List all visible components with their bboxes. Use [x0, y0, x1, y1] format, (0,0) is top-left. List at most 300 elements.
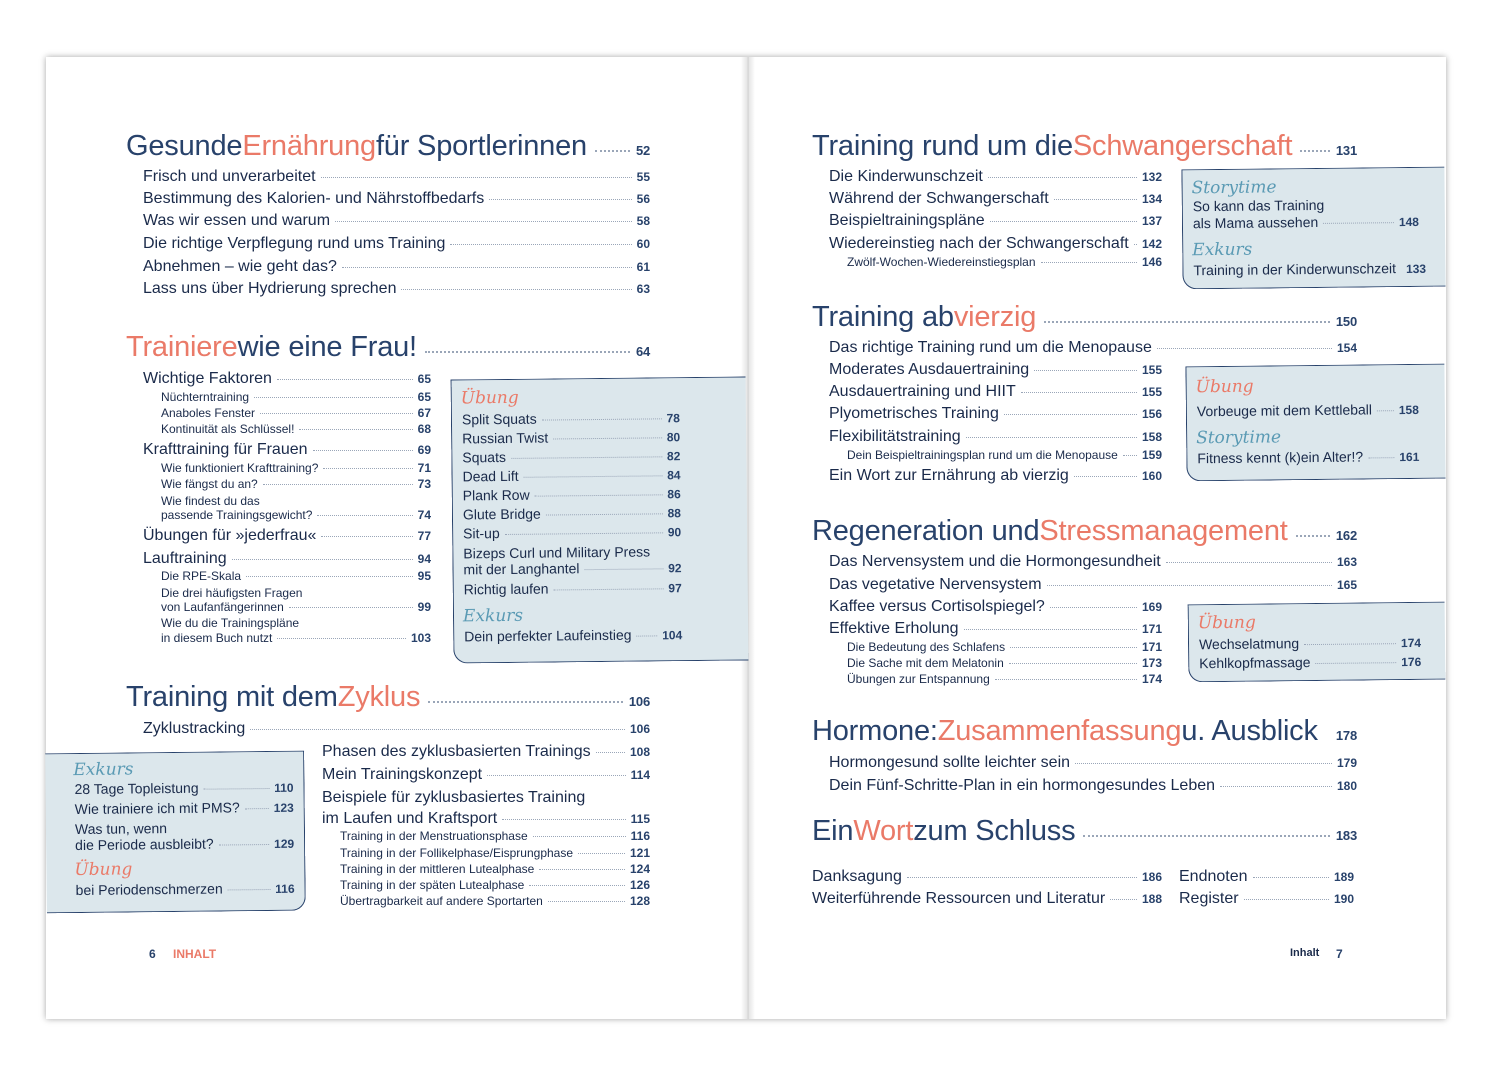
entry-title: Kaffee versus Cortisolspiegel?: [829, 598, 1045, 615]
toc-entry[interactable]: [829, 598, 1162, 616]
toc-entry[interactable]: [829, 576, 1357, 594]
page-number: 52: [635, 143, 650, 158]
page-number: 158: [1398, 402, 1419, 418]
heading-part: für Sportlerinnen: [375, 130, 587, 162]
toc-entry[interactable]: [322, 810, 650, 828]
leader-dots: [524, 475, 663, 477]
entry-title: Training in der mittleren Lutealphase: [340, 862, 535, 876]
toc-entry[interactable]: [143, 212, 650, 230]
toc-entry[interactable]: [322, 766, 650, 784]
box-entry[interactable]: [1199, 653, 1421, 671]
toc-entry[interactable]: [812, 868, 1162, 886]
page-number: 95: [417, 569, 431, 583]
page-number: 68: [417, 422, 431, 436]
leader-dots: [289, 607, 413, 608]
toc-entry[interactable]: [829, 467, 1162, 485]
leader-dots: [232, 559, 413, 560]
uebung-box: [1188, 602, 1446, 683]
toc-entry[interactable]: [143, 370, 431, 388]
page-number: 162: [1335, 528, 1357, 543]
exkurs-box: [45, 751, 306, 914]
box-entry[interactable]: [464, 626, 682, 644]
entry-title: Die RPE-Skala: [161, 569, 242, 583]
toc-entry[interactable]: [829, 235, 1162, 253]
page-number: 65: [417, 372, 431, 386]
leader-dots: [317, 515, 412, 516]
entry-title: Register: [1179, 890, 1239, 907]
toc-entry[interactable]: [1179, 868, 1354, 886]
page-number: 188: [1141, 892, 1162, 906]
entry-title: mit der Langhantel: [463, 560, 580, 578]
page-number: 97: [668, 581, 682, 596]
toc-entry[interactable]: [143, 235, 650, 253]
running-footer: INHALT: [173, 947, 217, 961]
entry-title: Abnehmen – wie geht das?: [143, 258, 337, 275]
entry-title: 28 Tage Topleistung: [74, 779, 199, 798]
leader-dots: [990, 221, 1137, 222]
leader-dots: [1244, 899, 1329, 900]
chapter-heading-vierzig[interactable]: [812, 301, 1357, 334]
page-number: 84: [667, 468, 681, 483]
entry-title: Lauftraining: [143, 550, 227, 567]
page-number: 71: [417, 461, 431, 475]
box-entry-line1: So kann das Training: [1192, 196, 1325, 215]
leader-dots: [1110, 899, 1137, 900]
entry-title: Training in der Menstruationsphase: [340, 829, 528, 843]
leader-dots: [1054, 199, 1137, 200]
leader-dots: [250, 729, 625, 730]
toc-entry[interactable]: [143, 720, 650, 738]
entry-title: Glute Bridge: [462, 505, 541, 523]
entry-title: Dein perfekter Laufeinstieg: [464, 626, 632, 645]
entry-title: Mein Trainingskonzept: [322, 766, 483, 783]
entry-title: Training in der späten Lutealphase: [340, 878, 525, 892]
page-number: 134: [1141, 192, 1162, 206]
uebung-box: [1185, 364, 1445, 482]
heading-part: Training ab: [812, 301, 954, 333]
page-number: 90: [667, 525, 682, 540]
page-number: 180: [1336, 779, 1357, 793]
box-entry[interactable]: [463, 559, 681, 577]
leader-dots: [502, 819, 625, 820]
leader-dots: [988, 177, 1137, 178]
leader-dots: [1004, 414, 1137, 415]
page-number-footer: 7: [1336, 947, 1343, 961]
page-number: 146: [1141, 255, 1162, 269]
page-number: 165: [1336, 578, 1357, 592]
leader-dots: [204, 788, 270, 790]
entry-title: Die Sache mit dem Melatonin: [847, 656, 1004, 670]
box-entry[interactable]: [1193, 260, 1427, 279]
box-entry[interactable]: [463, 485, 681, 503]
entry-title: Frisch und unverarbeitet: [143, 168, 316, 185]
page-number: 108: [629, 745, 650, 759]
box-entry[interactable]: [1199, 634, 1421, 652]
page-number: 94: [417, 552, 431, 566]
entry-title: Training in der Follikelphase/Eisprungphase: [340, 846, 574, 860]
page-number: 158: [1141, 430, 1162, 444]
entry-title: Übungen zur Entspannung: [847, 672, 990, 686]
entry-title: Kontinuität als Schlüssel!: [161, 422, 295, 436]
leader-dots: [1123, 455, 1137, 456]
leader-dots: [1083, 835, 1330, 837]
toc-entry[interactable]: [143, 550, 431, 568]
entry-title: Kehlkopfmassage: [1199, 654, 1311, 672]
toc-entry[interactable]: [829, 777, 1357, 795]
page-number: 171: [1141, 622, 1162, 636]
toc-entry[interactable]: [829, 754, 1357, 772]
toc-subentry[interactable]: [340, 862, 650, 876]
storytime-label: Storytime: [1196, 427, 1282, 449]
leader-dots: [323, 468, 412, 469]
chapter-heading-trainiere[interactable]: [126, 331, 650, 364]
entry-title: Split Squats: [461, 410, 537, 428]
box-entry[interactable]: [464, 579, 682, 597]
page-number: 156: [1141, 407, 1162, 421]
heading-accent: Zusammenfassung: [937, 715, 1182, 747]
leader-dots: [313, 450, 413, 451]
toc-entry[interactable]: [829, 620, 1162, 638]
leader-dots: [428, 701, 623, 703]
page-number: 148: [1398, 214, 1420, 230]
toc-subentry[interactable]: [847, 448, 1162, 462]
page-number: 114: [630, 768, 650, 782]
box-entry[interactable]: [75, 835, 294, 853]
entry-title: Plyometrisches Training: [829, 405, 999, 422]
page-number: 69: [417, 443, 431, 457]
entry-title: Phasen des zyklusbasierten Trainings: [322, 743, 591, 760]
entry-title: Moderates Ausdauertraining: [829, 361, 1030, 378]
page-number: 189: [1333, 870, 1354, 884]
toc-entry[interactable]: [829, 383, 1162, 401]
exkurs-label: Exkurs: [73, 759, 134, 781]
chapter-heading-schluss[interactable]: [812, 815, 1357, 848]
entry-title: Die Kinderwunschzeit: [829, 168, 983, 185]
toc-subentry[interactable]: [847, 255, 1162, 269]
toc-subentry[interactable]: [847, 640, 1162, 654]
uebung-box: [451, 376, 749, 663]
toc-entry[interactable]: [829, 361, 1162, 379]
entry-title: Wie trainiere ich mit PMS?: [74, 799, 240, 818]
page-number: 65: [417, 390, 431, 404]
uebung-label: Übung: [1197, 612, 1256, 634]
page-number: 124: [629, 862, 650, 876]
toc-entry[interactable]: [143, 168, 650, 186]
box-entry[interactable]: [75, 799, 294, 817]
toc-subentry[interactable]: [340, 878, 650, 892]
page-number: 169: [1141, 600, 1162, 614]
page-number: 92: [668, 561, 682, 576]
box-entry[interactable]: [462, 466, 680, 484]
entry-title: von Laufanfängerinnen: [161, 600, 284, 614]
leader-dots: [533, 836, 626, 837]
leader-dots: [907, 877, 1137, 878]
toc-entry[interactable]: [143, 527, 431, 545]
page-number: 104: [662, 628, 683, 643]
leader-dots: [263, 484, 413, 485]
page-number: 178: [1335, 728, 1357, 743]
box-entry[interactable]: [463, 523, 681, 541]
toc-entry[interactable]: [829, 428, 1162, 446]
entry-title: bei Periodenschmerzen: [75, 880, 223, 899]
uebung-label: Übung: [460, 387, 519, 409]
leader-dots: [542, 418, 662, 420]
toc-subentry[interactable]: [161, 461, 431, 475]
entry-title: Plank Row: [462, 486, 530, 504]
page-number: 131: [1335, 143, 1357, 158]
entry-title: Die richtige Verpflegung rund ums Training: [143, 235, 446, 252]
leader-dots: [1220, 786, 1332, 787]
box-entry[interactable]: [1197, 401, 1419, 419]
toc-entry[interactable]: [829, 168, 1162, 186]
storytime-box: [1181, 167, 1445, 290]
entry-title: Das Nervensystem und die Hormongesundheit: [829, 553, 1161, 570]
page-number: 154: [1336, 341, 1357, 355]
leader-dots: [1166, 562, 1332, 563]
leader-dots: [578, 853, 625, 854]
page-number: 103: [410, 631, 431, 645]
entry-title: Wechselatmung: [1198, 635, 1300, 653]
toc-entry[interactable]: [143, 190, 650, 208]
entry-title: Danksagung: [812, 868, 902, 885]
toc-subentry[interactable]: [161, 477, 431, 491]
entry-title: Während der Schwangerschaft: [829, 190, 1049, 207]
entry-title: Ein Wort zur Ernährung ab vierzig: [829, 467, 1069, 484]
leader-dots: [1074, 476, 1137, 477]
page-number: 155: [1141, 363, 1162, 377]
uebung-label: Übung: [1195, 376, 1254, 398]
leader-dots: [1323, 222, 1394, 224]
page-number: 82: [666, 449, 681, 464]
leader-dots: [1050, 607, 1137, 608]
page-number: 116: [275, 881, 295, 896]
leader-dots: [1368, 457, 1394, 458]
toc-subentry-line1: Wie du die Trainingspläne: [161, 616, 300, 630]
page-number: 142: [1141, 237, 1162, 251]
heading-part: Training rund um die: [812, 130, 1073, 162]
entry-title: Russian Twist: [462, 429, 549, 447]
box-entry[interactable]: [462, 409, 680, 427]
chapter-heading-schwangerschaft[interactable]: [812, 130, 1357, 163]
leader-dots: [246, 576, 413, 577]
page-number: 163: [1336, 555, 1357, 569]
box-entry[interactable]: [1197, 448, 1419, 466]
page-number: 73: [417, 477, 431, 491]
box-entry[interactable]: [462, 428, 680, 446]
toc-entry[interactable]: [322, 743, 650, 761]
page-number: 58: [636, 214, 650, 228]
page-number: 78: [666, 411, 681, 426]
leader-dots: [1034, 370, 1137, 371]
leader-dots: [637, 635, 658, 636]
toc-entry[interactable]: [143, 258, 650, 276]
page-number: 186: [1141, 870, 1162, 884]
page-number: 129: [274, 836, 295, 851]
page-number: 121: [629, 846, 650, 860]
heading-part: Ein: [812, 815, 854, 847]
entry-title: Weiterführende Ressourcen und Literatur: [812, 890, 1106, 907]
page-number: 123: [273, 800, 294, 815]
toc-subentry[interactable]: [161, 422, 431, 436]
page-number: 161: [1399, 449, 1420, 465]
toc-subentry[interactable]: [161, 600, 431, 614]
exkurs-label: Exkurs: [1192, 239, 1253, 261]
leader-dots: [1253, 877, 1329, 878]
leader-dots: [277, 638, 406, 639]
toc-entry[interactable]: [829, 212, 1162, 230]
box-entry[interactable]: [76, 880, 295, 898]
entry-title: Anaboles Fenster: [161, 406, 256, 420]
entry-title: Übertragbarkeit auf andere Sportarten: [340, 894, 543, 908]
toc-entry[interactable]: [829, 190, 1162, 208]
entry-title: Wichtige Faktoren: [143, 370, 272, 387]
leader-dots: [425, 351, 630, 353]
heading-part: zum Schluss: [913, 815, 1076, 847]
entry-title: Hormongesund sollte leichter sein: [829, 754, 1071, 771]
heading-accent: Wort: [853, 815, 914, 847]
entry-title: Krafttraining für Frauen: [143, 441, 308, 458]
entry-title: Was wir essen und warum: [143, 212, 331, 229]
page-number: 160: [1141, 469, 1162, 483]
entry-title: Übungen für »jederfrau«: [143, 527, 317, 544]
toc-entry[interactable]: [829, 405, 1162, 423]
leader-dots: [219, 844, 269, 846]
entry-title: Endnoten: [1179, 868, 1248, 885]
box-entry[interactable]: [463, 504, 681, 522]
entry-title: Richtig laufen: [463, 580, 549, 598]
page-number: 173: [1141, 656, 1162, 670]
entry-title: Lass uns über Hydrierung sprechen: [143, 280, 397, 297]
leader-dots: [505, 532, 663, 535]
toc-subentry[interactable]: [340, 829, 650, 843]
toc-subentry[interactable]: [161, 631, 431, 645]
leader-dots: [529, 885, 625, 886]
heading-part: u. Ausblick: [1181, 715, 1318, 747]
chapter-heading-zyklus[interactable]: [126, 681, 650, 714]
leader-dots: [1157, 348, 1332, 349]
toc-subentry[interactable]: [847, 672, 1162, 686]
page-number: 63: [636, 282, 650, 296]
leader-dots: [966, 437, 1137, 438]
box-entry[interactable]: [1193, 213, 1419, 231]
leader-dots: [1010, 647, 1137, 648]
heading-accent: Ernährung: [242, 130, 376, 162]
leader-dots: [299, 429, 412, 430]
leader-dots: [511, 456, 662, 459]
toc-subentry[interactable]: [161, 508, 431, 522]
page-number: 67: [417, 406, 431, 420]
page-number: 150: [1335, 314, 1357, 329]
page-number: 155: [1141, 385, 1162, 399]
entry-title: Zwölf-Wochen-Wiedereinstiegsplan: [847, 255, 1036, 269]
entry-title: Wie fängst du an?: [161, 477, 258, 491]
chapter-heading-ernaehrung[interactable]: [126, 130, 650, 163]
entry-title: Fitness kennt (k)ein Alter!?: [1197, 448, 1364, 467]
entry-title: Die Bedeutung des Schlafens: [847, 640, 1006, 654]
leader-dots: [535, 494, 663, 496]
toc-entry[interactable]: [829, 339, 1357, 357]
toc-entry[interactable]: [829, 553, 1357, 571]
leader-dots: [335, 221, 632, 222]
leader-dots: [1134, 244, 1137, 245]
page-number: 159: [1141, 448, 1162, 462]
page-number: 60: [636, 237, 650, 251]
heading-part: wie eine Frau!: [237, 331, 417, 363]
box-entry[interactable]: [462, 447, 680, 465]
leader-dots: [401, 289, 631, 290]
chapter-heading-regeneration[interactable]: [812, 515, 1357, 548]
leader-dots: [595, 150, 630, 152]
uebung-label: Übung: [74, 859, 133, 881]
heading-accent: Schwangerschaft: [1072, 130, 1293, 162]
toc-entry[interactable]: [143, 280, 650, 298]
entry-title: Squats: [462, 448, 507, 466]
page-number: 190: [1333, 892, 1354, 906]
toc-entry[interactable]: [812, 890, 1162, 908]
leader-dots: [1041, 262, 1137, 263]
toc-subentry[interactable]: [161, 406, 431, 420]
chapter-heading-hormone[interactable]: [812, 715, 1357, 748]
leader-dots: [489, 199, 631, 200]
entry-title: Zyklustracking: [143, 720, 246, 737]
page-number: 174: [1400, 635, 1422, 651]
leader-dots: [277, 379, 413, 380]
entry-title: die Periode ausbleibt?: [75, 835, 214, 854]
page-number: 137: [1141, 214, 1162, 228]
leader-dots: [1296, 535, 1330, 537]
toc-entry[interactable]: [143, 441, 431, 459]
entry-title: Sit-up: [463, 525, 500, 542]
entry-title: als Mama aussehen: [1192, 213, 1319, 232]
leader-dots: [584, 568, 663, 570]
toc-entry[interactable]: [1179, 890, 1354, 908]
entry-title: Das vegetative Nervensystem: [829, 576, 1042, 593]
leader-dots: [1300, 150, 1330, 152]
page-number: 179: [1336, 756, 1357, 770]
page-number: 128: [629, 894, 650, 908]
toc-entry-line1: Beispiele für zyklusbasiertes Training: [322, 789, 586, 806]
leader-dots: [487, 775, 626, 776]
box-entry[interactable]: [74, 779, 293, 797]
entry-title: in diesem Buch nutzt: [161, 631, 273, 645]
page-number: 61: [636, 260, 650, 274]
leader-dots: [1304, 643, 1396, 645]
entry-title: passende Trainingsgewicht?: [161, 508, 313, 522]
leader-dots: [964, 629, 1137, 630]
toc-subentry-line1: Wie findest du das: [161, 494, 260, 508]
toc-subentry[interactable]: [161, 569, 431, 583]
toc-subentry[interactable]: [847, 656, 1162, 670]
entry-title: Bestimmung des Kalorien- und Nährstoffbedarfs: [143, 190, 485, 207]
page-number: 86: [667, 487, 681, 502]
heading-part: Hormone:: [812, 715, 938, 747]
entry-title: Dein Beispieltrainingsplan rund um die Menopause: [847, 448, 1118, 462]
leader-dots: [1009, 663, 1137, 664]
toc-subentry[interactable]: [161, 390, 431, 404]
heading-part: Training mit dem: [126, 681, 338, 713]
leader-dots: [254, 397, 413, 398]
entry-title: im Laufen und Kraftsport: [322, 810, 498, 827]
toc-subentry[interactable]: [340, 846, 650, 860]
heading-part: Regeneration und: [812, 515, 1040, 547]
toc-subentry[interactable]: [340, 894, 650, 908]
page-number: 171: [1141, 640, 1162, 654]
entry-title: Wie funktioniert Krafttraining?: [161, 461, 319, 475]
leader-dots: [596, 752, 625, 753]
exkurs-label: Exkurs: [462, 605, 524, 627]
page-number: 55: [636, 170, 650, 184]
box-entry-line1: Was tun, wenn: [74, 820, 168, 838]
